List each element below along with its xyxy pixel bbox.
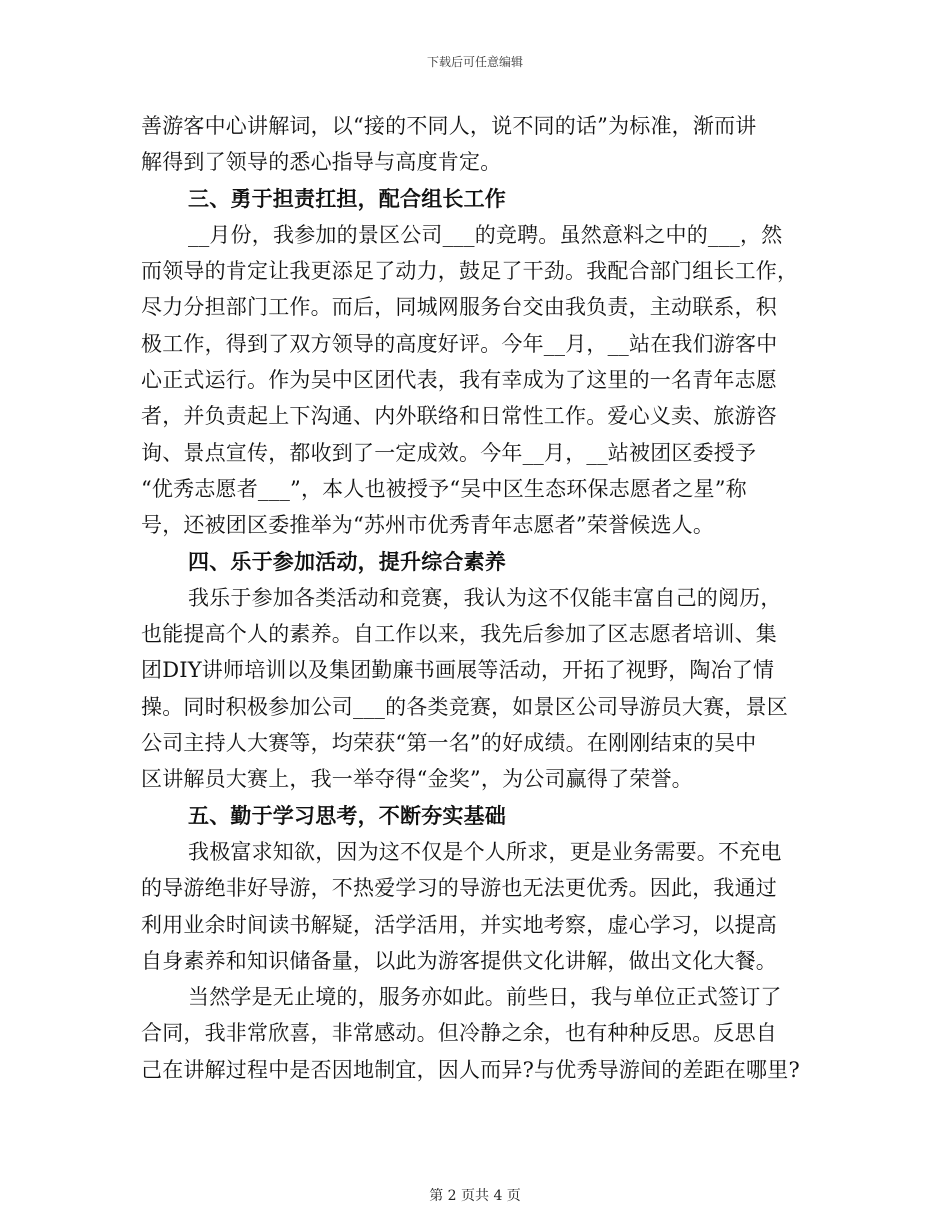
paragraph-line: 我极富求知欲，因为这不仅是个人所求，更是业务需要。不充电 [188, 839, 782, 864]
paragraph-line: 己在讲解过程中是否因地制宜，因人而异?与优秀导游间的差距在哪里? [141, 1057, 800, 1082]
page-header: 下载后可任意编辑 [426, 55, 523, 69]
paragraph-line: 公司主持人大赛等，均荣获“第一名”的好成绩。在刚刚结束的吴中 [141, 731, 757, 756]
paragraph-line: 解得到了领导的悉心指导与高度肯定。 [141, 150, 502, 175]
section-heading: 三、勇于担责扛担，配合组长工作 [188, 185, 506, 211]
paragraph-line: 善游客中心讲解词，以“接的不同人，说不同的话”为标准，渐而讲 [141, 114, 757, 138]
paragraph-line: 者，并负责起上下沟通、内外联络和日常性工作。爱心义卖、旅游咨 [141, 404, 777, 429]
paragraph-line: 自身素养和知识储备量，以此为游客提供文化讲解，做出文化大餐。 [141, 948, 777, 973]
paragraph-line: 也能提高个人的素养。自工作以来，我先后参加了区志愿者培训、集 [141, 622, 777, 647]
paragraph-line: 询、景点宣传，都收到了一定成效。今年__月，__站被团区委授予 [141, 440, 757, 465]
paragraph-line: 尽力分担部门工作。而后，同城网服务台交由我负责，主动联系，积 [141, 295, 777, 320]
paragraph-line: “优秀志愿者___”，本人也被授予“吴中区生态环保志愿者之星”称 [141, 476, 747, 501]
page-footer: 第 2 页共 4 页 [429, 1188, 521, 1204]
paragraph-line: __月份，我参加的景区公司___的竞聘。虽然意料之中的___，然 [188, 222, 783, 247]
paragraph-line: 号，还被团区委推举为“苏州市优秀青年志愿者”荣誉候选人。 [141, 513, 715, 538]
section-heading: 五、勤于学习思考，不断夯实基础 [188, 802, 506, 828]
paragraph-line: 极工作，得到了双方领导的高度好评。今年__月，__站在我们游客中 [141, 331, 778, 356]
paragraph-line: 当然学是无止境的，服务亦如此。前些日，我与单位正式签订了 [188, 985, 782, 1010]
paragraph-line: 心正式运行。作为吴中区团代表，我有幸成为了这里的一名青年志愿 [141, 368, 777, 393]
paragraph-line: 的导游绝非好导游，不热爱学习的导游也无法更优秀。因此，我通过 [141, 876, 777, 901]
document-body [141, 108, 825, 1088]
section-heading: 四、乐于参加活动，提升综合素养 [188, 548, 506, 574]
paragraph-line: 我乐于参加各类活动和竞赛，我认为这不仅能丰富自己的阅历， [188, 585, 782, 610]
paragraph-line: 操。同时积极参加公司___的各类竞赛，如景区公司导游员大赛，景区 [141, 694, 788, 719]
paragraph-line: 利用业余时间读书解疑，活学活用，并实地考察，虚心学习，以提高 [141, 912, 777, 937]
paragraph-line: 合同，我非常欣喜，非常感动。但冷静之余，也有种种反思。反思自 [141, 1021, 777, 1046]
paragraph-line: 而领导的肯定让我更添足了动力，鼓足了干劲。我配合部门组长工作， [141, 259, 799, 284]
paragraph-line: 区讲解员大赛上，我一举夺得“金奖”，为公司赢得了荣誉。 [141, 767, 693, 792]
paragraph-line: 团DIY讲师培训以及集团勤廉书画展等活动，开拓了视野，陶冶了情 [141, 658, 775, 683]
